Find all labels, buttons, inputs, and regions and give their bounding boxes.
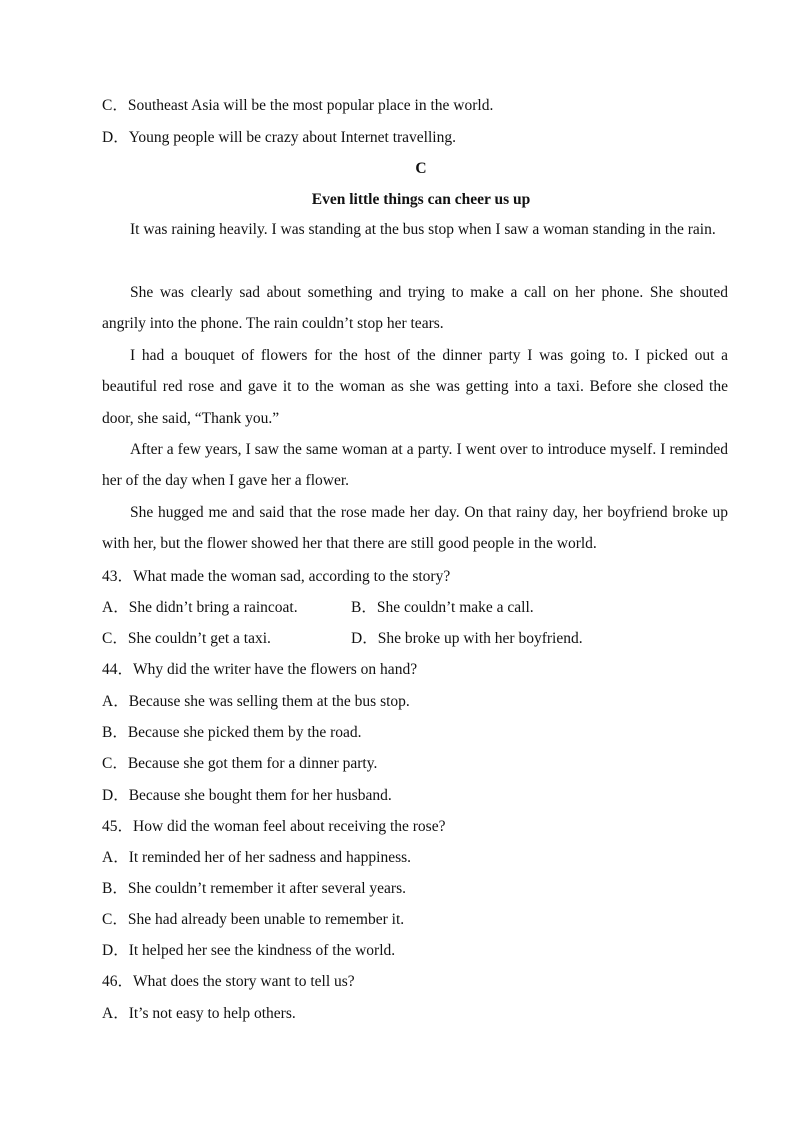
- q44-option-b: B．Because she picked them by the road.: [102, 724, 362, 741]
- q45-option-d: D．It helped her see the kindness of the world.: [102, 942, 396, 959]
- q45-option-c: C．She had already been unable to remember it.: [102, 911, 405, 928]
- passage-paragraph: She was clearly sad about something and trying to make a call on her phone. She shouted angrily into the phone. The rain couldn’t stop her tears.: [102, 284, 728, 333]
- question-45: 45．How did the woman feel about receiving the rose?: [102, 818, 446, 835]
- option-d: D．Young people will be crazy about Internet travelling.: [102, 129, 456, 146]
- section-letter: C: [415, 160, 427, 177]
- q43-option-a: A．She didn’t bring a raincoat.: [102, 599, 298, 616]
- option-c: C．Southeast Asia will be the most popular place in the world.: [102, 97, 494, 114]
- q45-option-a: A．It reminded her of her sadness and happiness.: [102, 849, 412, 866]
- q45-option-b: B．She couldn’t remember it after several years.: [102, 880, 407, 897]
- q44-option-c: C．Because she got them for a dinner party.: [102, 755, 378, 772]
- q44-option-a: A．Because she was selling them at the bus stop.: [102, 693, 410, 710]
- passage-paragraph: I had a bouquet of flowers for the host of the dinner party I was going to. I picked out a beautiful red rose and gave it to the woman as she was getting into a taxi. Before she closed the door, she said, “Thank you.”: [102, 347, 728, 427]
- q44-option-d: D．Because she bought them for her husband.: [102, 787, 392, 804]
- passage-title: Even little things can cheer us up: [311, 191, 531, 208]
- q43-option-d: D．She broke up with her boyfriend.: [351, 630, 583, 647]
- passage-paragraph: It was raining heavily. I was standing at the bus stop when I saw a woman standing in the rain.: [130, 221, 716, 238]
- q43-option-c: C．She couldn’t get a taxi.: [102, 630, 271, 647]
- question-46: 46．What does the story want to tell us?: [102, 973, 355, 990]
- passage-paragraph: She hugged me and said that the rose made her day. On that rainy day, her boyfriend broke up with her, but the flower showed her that there are still good people in the world.: [102, 504, 728, 553]
- q43-option-b: B．She couldn’t make a call.: [351, 599, 534, 616]
- q46-option-a: A．It’s not easy to help others.: [102, 1005, 296, 1022]
- question-44: 44．Why did the writer have the flowers on hand?: [102, 661, 418, 678]
- passage-paragraph: After a few years, I saw the same woman at a party. I went over to introduce myself. I reminded her of the day when I gave her a flower.: [102, 441, 728, 490]
- question-43: 43．What made the woman sad, according to the story?: [102, 568, 451, 585]
